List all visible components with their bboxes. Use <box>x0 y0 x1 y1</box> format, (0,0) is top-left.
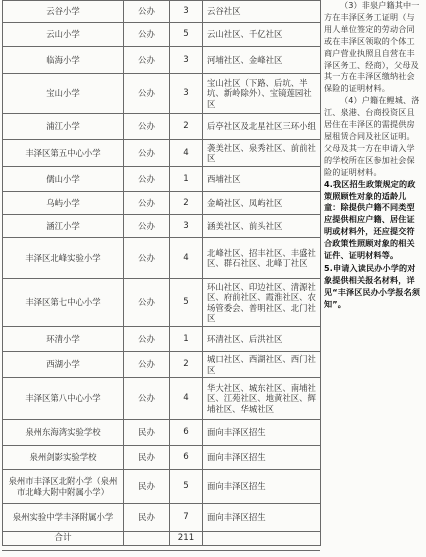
total-empty-cell <box>124 532 170 546</box>
school-name-cell: 泉州剑影实验学校 <box>3 446 124 470</box>
total-label: 合计 <box>3 532 124 546</box>
school-type-cell: 公办 <box>124 215 170 238</box>
table-row <box>3 378 321 420</box>
enrollment-scope-cell: 宝山社区（下路、后坑、半坑、新岭除外）、宝镜莲园社区 <box>203 74 321 114</box>
class-count-cell: 3 <box>170 47 203 74</box>
school-name-cell: 泉州市丰泽区北附小学（泉州市北峰大附中附属小学） <box>3 470 124 504</box>
application-notes <box>324 0 422 311</box>
school-type-cell: 公办 <box>124 74 170 114</box>
class-count-cell: 2 <box>170 114 203 140</box>
school-type-cell: 民办 <box>124 470 170 504</box>
school-type-cell: 公办 <box>124 238 170 279</box>
class-count-cell: 2 <box>170 192 203 215</box>
table-row <box>3 420 321 446</box>
total-value: 211 <box>170 532 203 546</box>
enrollment-scope-cell: 面向丰泽区招生 <box>203 420 321 446</box>
note-heading-5: 5.申请入读民办小学的对象提供相关报名材料，详见“丰泽区民办小学报名须知”。 <box>324 262 421 309</box>
class-count-cell: 1 <box>170 167 203 192</box>
enrollment-scope-cell: 涵美社区、前头社区 <box>203 215 321 238</box>
table-row <box>3 352 321 378</box>
note-paragraph-4: （4）户籍在鲤城、洛江、泉港、台商投资区且居住在丰泽区的需提供房屋租赁合同及社区证明。父母及其一方在申请入学的学校所在区参加社会保险的证明材料。 <box>324 95 420 177</box>
class-count-cell: 5 <box>170 279 203 327</box>
enrollment-scope-cell: 金崎社区、凤屿社区 <box>203 192 321 215</box>
school-name-cell: 丰泽区第五中心小学 <box>3 140 124 167</box>
school-type-cell: 公办 <box>124 167 170 192</box>
table-row <box>3 140 321 167</box>
school-type-cell: 民办 <box>124 504 170 532</box>
school-enrollment-table <box>2 0 321 546</box>
school-name-cell: 宝山小学 <box>3 74 124 114</box>
school-type-cell: 公办 <box>124 114 170 140</box>
class-count-cell: 4 <box>170 378 203 420</box>
school-type-cell: 公办 <box>124 327 170 352</box>
school-type-cell: 公办 <box>124 1 170 23</box>
school-type-cell: 民办 <box>124 420 170 446</box>
enrollment-scope-cell: 环清社区、后洪社区 <box>203 327 321 352</box>
class-count-cell: 3 <box>170 1 203 23</box>
school-type-cell: 公办 <box>124 192 170 215</box>
enrollment-scope-cell: 面向丰泽区招生 <box>203 446 321 470</box>
school-type-cell: 民办 <box>124 446 170 470</box>
enrollment-scope-cell: 河埔社区、金峰社区 <box>203 47 321 74</box>
enrollment-scope-cell: 面向丰泽区招生 <box>203 470 321 504</box>
enrollment-scope-cell: 华大社区、城东社区、南埔社区、江苑社区、地黄社区、辉埔社区、华城社区 <box>203 378 321 420</box>
class-count-cell: 3 <box>170 215 203 238</box>
class-count-cell: 3 <box>170 74 203 114</box>
table-row <box>3 504 321 532</box>
school-name-cell: 儒山小学 <box>3 167 124 192</box>
school-type-cell: 公办 <box>124 47 170 74</box>
table-row <box>3 167 321 192</box>
table-row <box>3 23 321 47</box>
school-name-cell: 丰泽区第七中心小学 <box>3 279 124 327</box>
enrollment-scope-cell: 云谷社区 <box>203 1 321 23</box>
school-type-cell: 公办 <box>124 378 170 420</box>
school-type-cell: 公办 <box>124 140 170 167</box>
school-name-cell: 临海小学 <box>3 47 124 74</box>
school-name-cell: 泉州东海湾实验学校 <box>3 420 124 446</box>
enrollment-scope-cell: 袭美社区、泉秀社区、前前社区 <box>203 140 321 167</box>
note-paragraph-3: （3）非泉户籍其中一方在丰泽区务工证明（与用人单位签定的劳动合同或在丰泽区领取的个体工商户营业执照且自营在丰泽区务工、经商），父母及其一方在丰泽区缴纳社会保险的证明材料。 <box>324 0 420 94</box>
table-row <box>3 1 321 23</box>
table-row <box>3 446 321 470</box>
school-name-cell: 环清小学 <box>3 327 124 352</box>
school-name-cell: 云谷小学 <box>3 1 124 23</box>
note-heading-4: 4.我区招生政策规定的政策照顾性对象的适龄儿童：除提供户籍不同类型应提供相应户籍、居住证明或材料外，还应提交符合政策性照顾对象的相关证件、证明材料等。 <box>324 178 416 261</box>
school-name-cell: 泉州实验中学丰泽附属小学 <box>3 504 124 532</box>
table-row <box>3 327 321 352</box>
enrollment-scope-cell: 北峰社区、招丰社区、丰盛社区、群石社区、北峰丁社区 <box>203 238 321 279</box>
class-count-cell: 6 <box>170 446 203 470</box>
class-count-cell: 6 <box>170 420 203 446</box>
total-row <box>3 532 321 546</box>
enrollment-scope-cell: 面向丰泽区招生 <box>203 504 321 532</box>
class-count-cell: 2 <box>170 352 203 378</box>
school-type-cell: 公办 <box>124 352 170 378</box>
school-type-cell: 公办 <box>124 23 170 47</box>
table-row <box>3 279 321 327</box>
class-count-cell: 5 <box>170 470 203 504</box>
enrollment-scope-cell: 城口社区、西湖社区、西门社区 <box>203 352 321 378</box>
school-name-cell: 乌屿小学 <box>3 192 124 215</box>
table-row <box>3 238 321 279</box>
table-row <box>3 114 321 140</box>
table-body <box>3 1 321 532</box>
school-name-cell: 西湖小学 <box>3 352 124 378</box>
table-row <box>3 215 321 238</box>
enrollment-scope-cell: 后亭社区及北星社区三环小组 <box>203 114 321 140</box>
enrollment-scope-cell: 环山社区、印边社区、清源社区、府前社区、霞淮社区、农场管委会、普明社区、北门社区 <box>203 279 321 327</box>
class-count-cell: 1 <box>170 327 203 352</box>
class-count-cell: 4 <box>170 140 203 167</box>
table-row <box>3 47 321 74</box>
school-type-cell: 公办 <box>124 279 170 327</box>
school-name-cell: 丰泽区北峰实验小学 <box>3 238 124 279</box>
school-name-cell: 涵江小学 <box>3 215 124 238</box>
school-name-cell: 丰泽区第八中心小学 <box>3 378 124 420</box>
table-row <box>3 470 321 504</box>
class-count-cell: 7 <box>170 504 203 532</box>
table-row <box>3 74 321 114</box>
school-name-cell: 云山小学 <box>3 23 124 47</box>
enrollment-scope-cell: 云山社区、千亿社区 <box>203 23 321 47</box>
bottom-divider <box>2 550 320 551</box>
total-empty-cell <box>203 532 321 546</box>
enrollment-scope-cell: 西埔社区 <box>203 167 321 192</box>
school-name-cell: 浦江小学 <box>3 114 124 140</box>
class-count-cell: 5 <box>170 23 203 47</box>
table-row <box>3 192 321 215</box>
class-count-cell: 4 <box>170 238 203 279</box>
